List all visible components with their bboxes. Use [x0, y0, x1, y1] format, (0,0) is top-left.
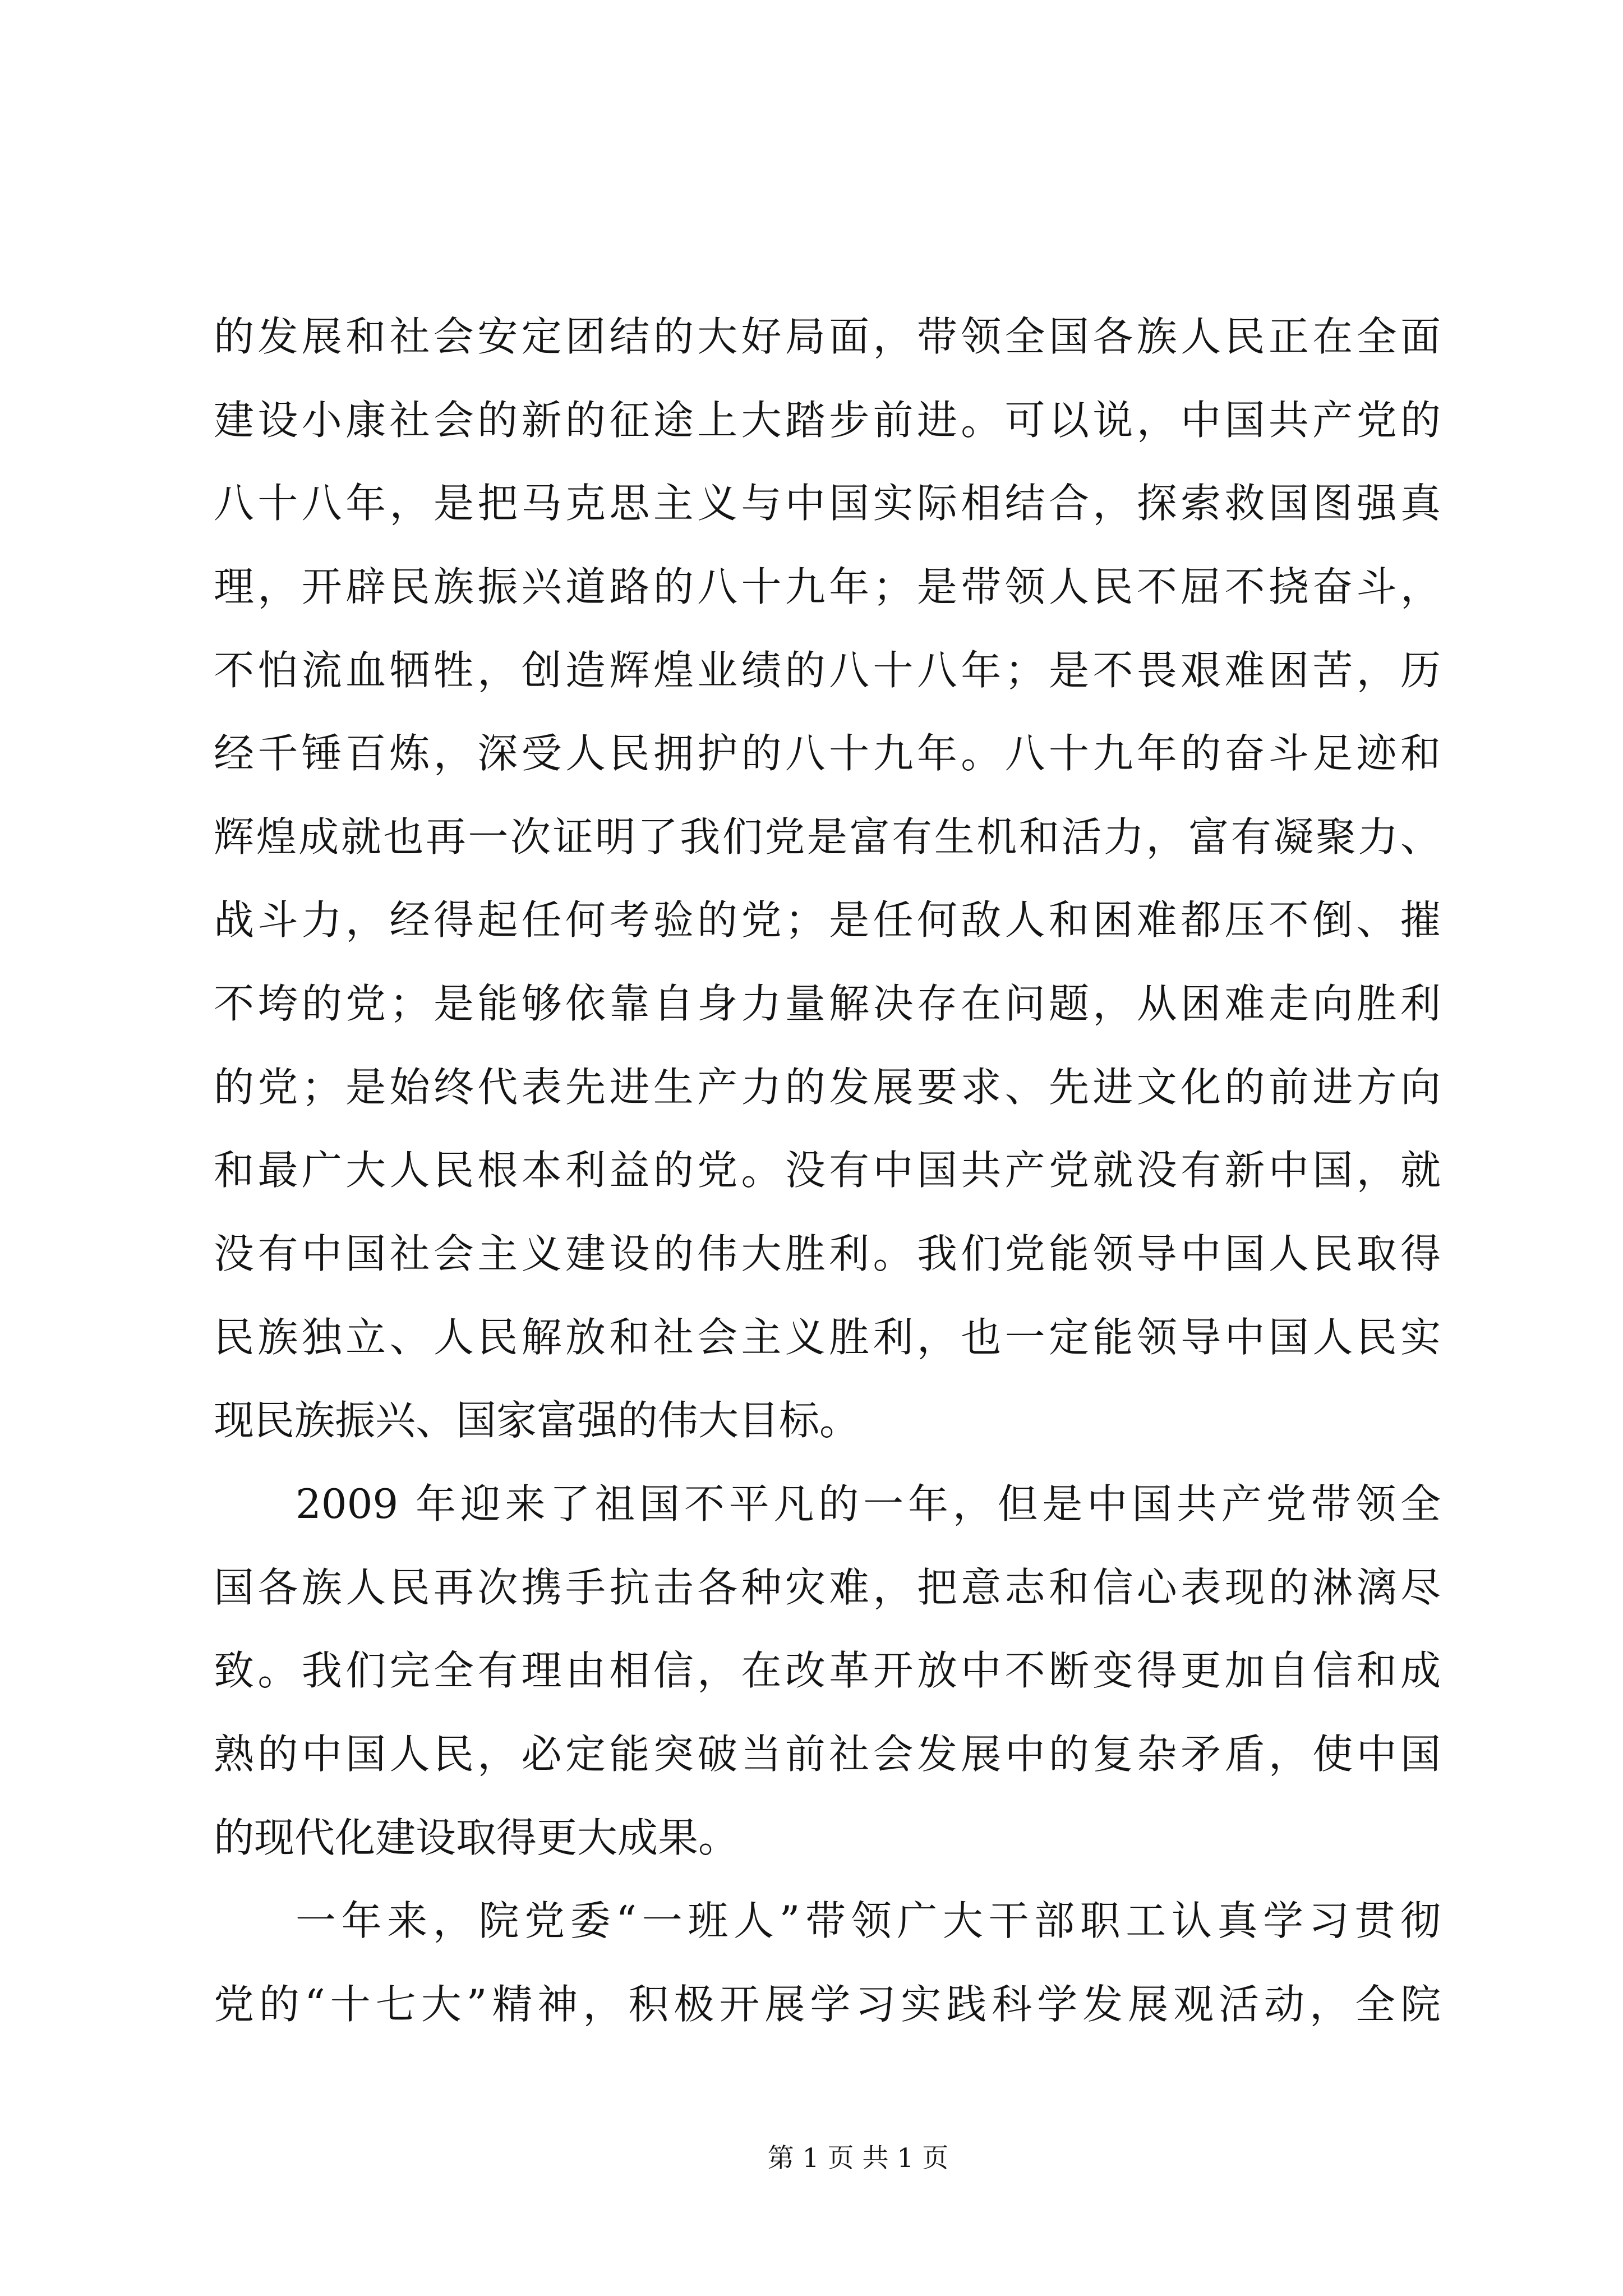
text-line: 国各族人民再次携手抗击各种灾难，把意志和信心表现的淋漓尽	[214, 1563, 1441, 1611]
text-line: 和最广大人民根本利益的党。没有中国共产党就没有新中国，就	[214, 1147, 1441, 1194]
text-line: 的现代化建设取得更大成果。	[214, 1814, 739, 1861]
text-line: 经千锤百炼，深受人民拥护的八十九年。八十九年的奋斗足迹和	[214, 730, 1441, 777]
text-line: 建设小康社会的新的征途上大踏步前进。可以说，中国共产党的	[214, 396, 1441, 444]
text-line: 党的“十七大”精神，积极开展学习实践科学发展观活动，全院	[214, 1980, 1441, 2028]
text-line: 战斗力，经得起任何考验的党；是任何敌人和困难都压不倒、摧	[214, 896, 1441, 944]
text-line: 的党；是始终代表先进生产力的发展要求、先进文化的前进方向	[214, 1063, 1441, 1111]
text-line: 致。我们完全有理由相信，在改革开放中不断变得更加自信和成	[214, 1647, 1441, 1695]
text-line: 没有中国社会主义建设的伟大胜利。我们党能领导中国人民取得	[214, 1230, 1441, 1278]
text-line: 熟的中国人民，必定能突破当前社会发展中的复杂矛盾，使中国	[214, 1730, 1441, 1778]
text-line: 2009 年迎来了祖国不平凡的一年，但是中国共产党带领全	[296, 1480, 1441, 1527]
page-footer: 第 1 页 共 1 页	[767, 2143, 949, 2174]
text-line: 现民族振兴、国家富强的伟大目标。	[214, 1397, 860, 1444]
text-line: 八十八年，是把马克思主义与中国实际相结合，探索救国图强真	[214, 480, 1441, 527]
text-line: 不怕流血牺牲，创造辉煌业绩的八十八年；是不畏艰难困苦，历	[214, 646, 1441, 694]
text-line: 辉煌成就也再一次证明了我们党是富有生机和活力，富有凝聚力、	[214, 813, 1441, 861]
paragraph	[214, 295, 1441, 1462]
text-line: 一年来，院党委“一班人”带领广大干部职工认真学习贯彻	[296, 1897, 1441, 1945]
text-line: 理，开辟民族振兴道路的八十九年；是带领人民不屈不挠奋斗，	[214, 563, 1441, 610]
text-line: 的发展和社会安定团结的大好局面，带领全国各族人民正在全面	[214, 313, 1441, 360]
paragraph	[214, 1462, 1441, 1879]
text-line: 民族独立、人民解放和社会主义胜利，也一定能领导中国人民实	[214, 1313, 1441, 1361]
body-text	[214, 295, 1441, 2046]
paragraph	[214, 1879, 1441, 2046]
text-line: 不垮的党；是能够依靠自身力量解决存在问题，从困难走向胜利	[214, 980, 1441, 1028]
